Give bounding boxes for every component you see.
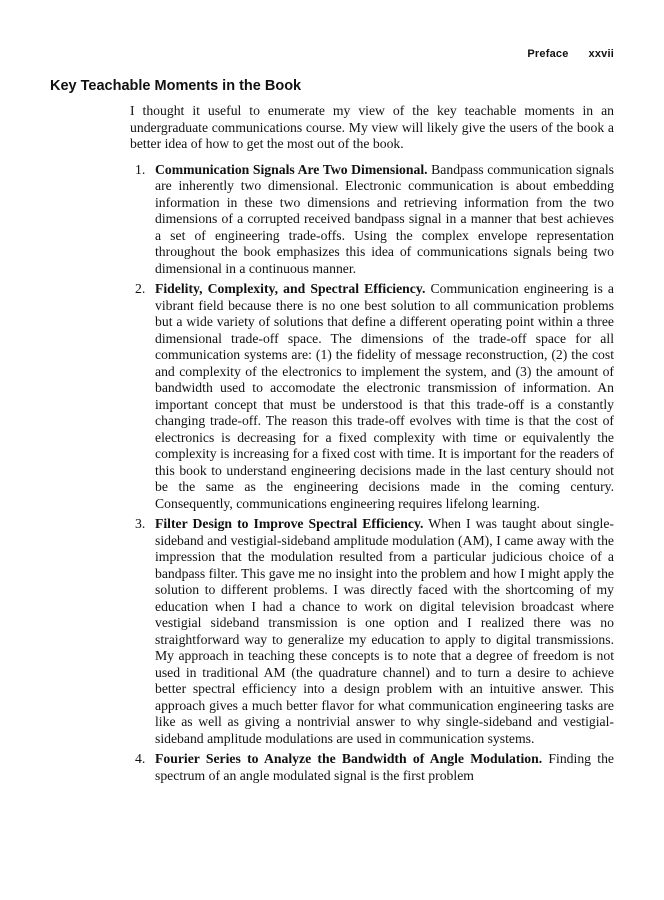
list-item-1 bbox=[130, 162, 614, 278]
list-item-3 bbox=[130, 516, 614, 747]
list-item-4 bbox=[130, 751, 614, 784]
item-text: Communication engineering is a vibrant field because there is no one best solution to all communication problems but a wide variety of solutions that define a different operating point within a three dimensional trade-off space. The dimensions of the trade-off space for all communication systems are: (1) the fidelity of message reconstruction, (2) the cost and complexity of the electronics to implement the system, and (3) the amount of bandwidth used to accomodate the electronic transmission of information. An important concept that must be understood is that this trade-off is a constantly changing trade-off. The reason this trade-off evolves with time is that the cost of electronics is decreasing for a fixed complexity with time or equivalently the complexity is increasing for a fixed cost with time. It is important for the readers of this book to understand engineering decisions made in the last century should not be the same as the engineering decisions made in the coming century. Consequently, communications engineering requires lifelong learning. bbox=[155, 281, 615, 511]
item-text: Bandpass communication signals are inherently two dimensional. Electronic communication is about embedding information in these two dimensions and retrieving information from the two dimensions of a corrupted received bandpass signal in a manner that best achieves a set of engineering trade-offs. Using the complex envelope representation throughout the book emphasizes this idea of communications signals being two dimensional in a continuous manner. bbox=[155, 161, 614, 276]
item-number: 1. bbox=[135, 161, 146, 177]
item-text: Finding the spectrum of an angle modulated signal is the first problem bbox=[155, 751, 615, 783]
item-title: Fourier Series to Analyze the Bandwidth of Angle Modulation. bbox=[155, 751, 543, 766]
page-number: xxvii bbox=[588, 48, 614, 60]
item-number: 2. bbox=[135, 281, 146, 296]
running-head bbox=[527, 48, 614, 60]
item-number: 4. bbox=[135, 751, 146, 766]
page-body bbox=[130, 103, 614, 788]
item-title: Communication Signals Are Two Dimensional. bbox=[155, 161, 428, 177]
section-heading: Key Teachable Moments in the Book bbox=[50, 78, 302, 94]
running-head-section: Preface bbox=[527, 48, 569, 60]
intro-paragraph: I thought it useful to enumerate my view of the key teachable moments in an undergraduate communications course. My view will likely give the users of the book a better idea of how to get the most out of the book. bbox=[130, 103, 614, 151]
item-text: When I was taught about single-sideband and vestigial-sideband amplitude modulation (AM), I came away with the impression that the modulation resulted from a particular judicious choice of a bandpass filter. This gave me no insight into the problem and how I might apply the solution to different problems. I was directly faced with the shortcoming of my education when I had a chance to work on digital television broadcast where vestigial sideband transmission is one option and I realized there was no straightforward way to generalize my education to apply to digital transmissions. My approach in teaching these concepts is to note that a degree of freedom is not used in traditional AM (the quadrature channel) and to turn a desire to achieve better spectral efficiency into a design problem with an intuitive answer. This approach gives a much better flavor for what communication engineering tasks are like as well as giving a nontrivial answer to why single-sideband and vestigial-sideband amplitude modulations are used in communication systems. bbox=[155, 516, 614, 746]
list-item-2 bbox=[130, 281, 614, 512]
item-number: 3. bbox=[135, 516, 146, 531]
item-title: Fidelity, Complexity, and Spectral Efficiency. bbox=[155, 281, 426, 296]
item-title: Filter Design to Improve Spectral Efficiency. bbox=[155, 516, 424, 531]
teachable-moments-list bbox=[130, 162, 614, 785]
